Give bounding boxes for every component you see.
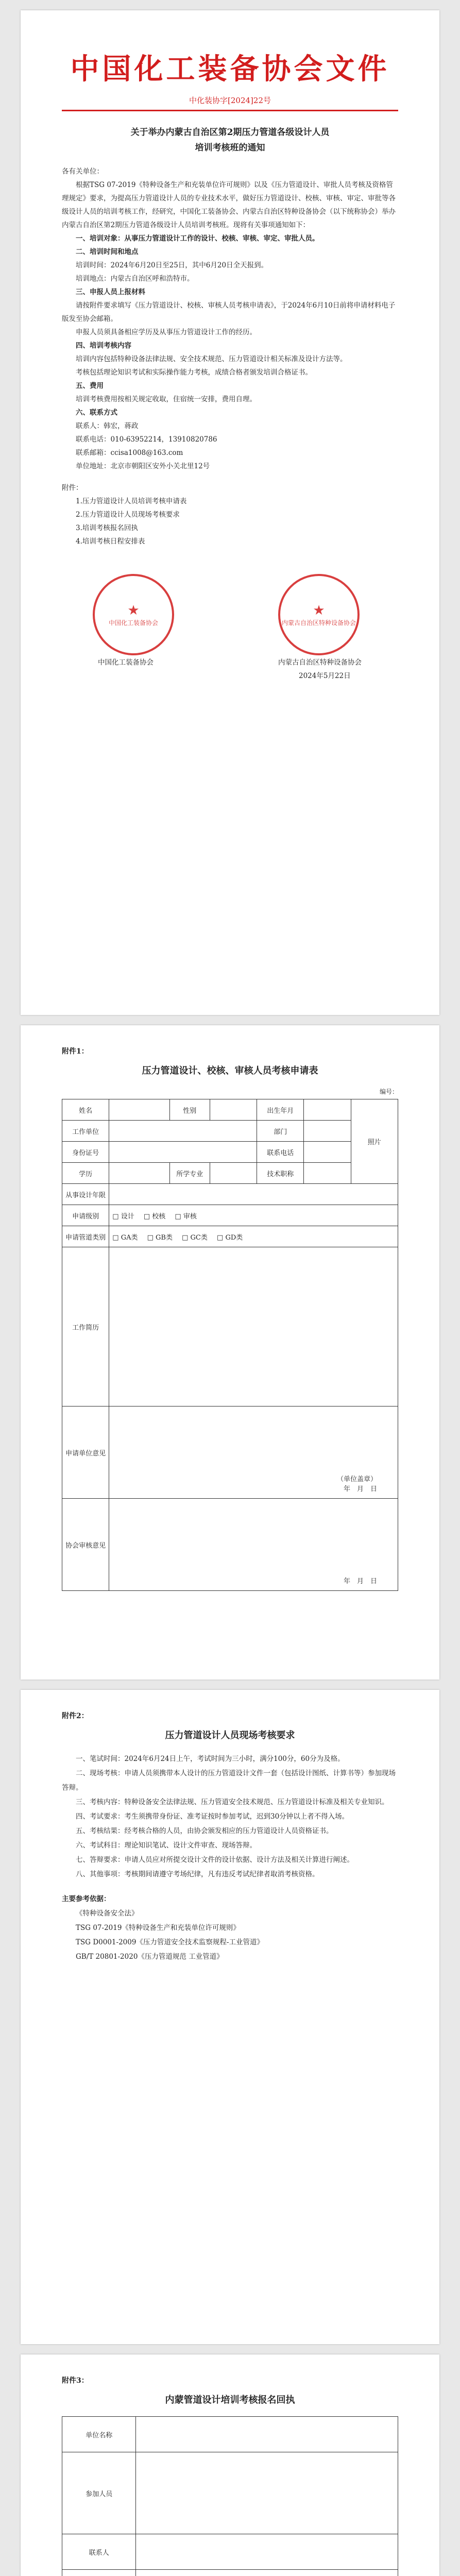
annex2-page [21,1690,439,2344]
row-label: 单位名称 [62,2417,136,2452]
attachment-item: 1.压力管道设计人员培训考核申请表 [76,497,187,505]
field-label: 工作单位 [62,1121,109,1142]
title-field[interactable] [304,1163,351,1184]
section-item: 培训地点：内蒙古自治区呼和浩特市。 [76,275,194,283]
salutation: 各有关单位： [62,167,104,176]
section-item: 请按附件要求填写《压力管道设计、校核、审核人员考核申请表》，于2024年6月10日前将申请材料电子版发至协会邮箱。 [62,301,396,323]
pipe-type-checkbox[interactable]: □ GD类 [217,1233,243,1242]
row-value[interactable] [136,2534,398,2570]
signatory-name: 内蒙古自治区特种设备协会 [278,658,362,667]
requirement-item: 六、考试科目：理论知识笔试、设计文件审查、现场答辩。 [76,1841,257,1850]
red-divider [62,110,398,111]
name-field[interactable] [109,1099,169,1121]
birth-field[interactable] [304,1099,351,1121]
section-item: 考核包括理论知识考试和实际操作能力考核，成绩合格者颁发培训合格证书。 [76,368,312,377]
dept-field[interactable] [304,1121,351,1142]
pipe-type-checkbox[interactable]: □ GA类 [112,1233,138,1242]
signature-block [62,574,398,682]
contact-line: 联系人：韩宏，蒋政 [76,422,139,430]
section-item: 培训内容包括特种设备法律法规、安全技术规范、压力管道设计相关标准及设计方法等。 [76,355,347,363]
notice-body [62,165,398,548]
pipe-type-options [109,1226,398,1247]
star-icon: ★ [313,602,325,618]
pipe-type-checkbox[interactable]: □ GB类 [147,1233,173,1242]
row-value[interactable] [136,2570,398,2576]
level-checkbox[interactable]: □ 校核 [143,1212,166,1221]
annex-label: 附件3： [62,2377,89,2385]
intro-paragraph: 根据TSG 07-2019《特种设备生产和充装单位许可规则》以及《压力管道设计、审批人员考核及资格管理规定》要求，为提高压力管道设计人员的专业技术水平，做好压力管道设计、校核、审核、审定、审批等各级设计人员的培训考核工作，经研究，中国化工装备协会、内蒙古自治区特种设备协会（以下统称协会）举办内蒙古自治区第2期压力管道各级设计人员培训考核班。现将有关事项通知如下： [62,181,396,229]
row-label: 参加人员 [62,2452,136,2534]
notice-title-line2: 培训考核班的通知 [195,143,265,153]
section-heading: 三、申报人员上报材料 [76,288,145,296]
unit-opinion-field[interactable] [109,1406,398,1499]
issue-date: 2024年5月22日 [299,672,351,680]
section-heading: 四、培训考核内容 [76,342,131,350]
field-label: 性别 [169,1099,210,1121]
major-field[interactable] [210,1163,257,1184]
annex-title: 压力管道设计人员现场考核要求 [165,1730,295,1741]
seal-stamp: ★ 中国化工装备协会 [93,574,174,655]
id-field[interactable] [109,1142,257,1163]
row-value[interactable] [136,2452,398,2534]
references-heading: 主要参考依据： [62,1895,111,1903]
intro-paragraph: 一、培训对象：从事压力管道设计工作的设计、校核、审核、审定、审批人员。 [76,234,319,243]
requirements-list [62,1752,398,1964]
field-label: 所学专业 [169,1163,210,1184]
pipe-type-checkbox[interactable]: □ GC类 [182,1233,208,1242]
registration-table [62,2416,398,2576]
phone-field[interactable] [304,1142,351,1163]
field-label: 身份证号 [62,1142,109,1163]
level-options [109,1205,398,1226]
requirement-item: 七、答辩要求：申请人员应对所提交设计文件的设计依据、设计方法及相关计算进行阐述。 [76,1856,354,1864]
reference-item: TSG D0001-2009《压力管道安全技术监察规程-工业管道》 [76,1938,264,1946]
notice-title-line1: 关于举办内蒙古自治区第2期压力管道各级设计人员 [130,127,330,138]
level-checkbox[interactable]: □ 审核 [175,1212,197,1221]
requirement-item: 四、考试要求：考生须携带身份证、准考证按时参加考试，迟到30分钟以上者不得入场。 [76,1812,349,1821]
field-label: 协会审核意见 [62,1499,109,1591]
edu-field[interactable] [109,1163,169,1184]
annex-title: 压力管道设计、校核、审核人员考核申请表 [142,1065,318,1076]
field-label: 姓名 [62,1099,109,1121]
field-label: 从事设计年限 [62,1184,109,1205]
requirement-item: 三、考核内容：特种设备安全法律法规、压力管道安全技术规范、压力管道设计标准及相关专业知识。 [76,1798,389,1806]
annex-title: 内蒙管道设计培训考核报名回执 [165,2395,295,2405]
seal-stamp: ★ 内蒙古自治区特种设备协会 [278,574,360,655]
notice-title [62,125,398,156]
document-number: 中化装协字[2024]22号 [189,96,271,105]
section-heading: 二、培训时间和地点 [76,248,139,256]
level-checkbox[interactable]: □ 设计 [112,1212,134,1221]
years-field[interactable] [109,1184,398,1205]
annex3-page [21,2354,439,2576]
star-icon: ★ [127,602,140,618]
contact-line: 联系电话：010-63952214，13910820786 [76,435,217,444]
seal-note: （单位盖章） [336,1476,377,1483]
contact-line: 单位地址：北京市朝阳区安外小关北里12号 [76,462,210,470]
annex-label: 附件2： [62,1712,89,1720]
reference-item: 《特种设备安全法》 [76,1909,139,1918]
section-heading: 五、费用 [76,382,104,390]
gender-field[interactable] [210,1099,257,1121]
photo-box: 照片 [351,1099,398,1184]
application-form-table [62,1099,398,1591]
section-item: 培训考核费用按相关规定收取，住宿统一安排，费用自理。 [76,395,257,403]
date-line: 年 月 日 [343,1485,377,1493]
form-number: 编号： [379,1088,398,1095]
requirement-item: 一、笔试时间：2024年6月24日上午，考试时间为三小时，满分100分，60分为及格。 [76,1755,345,1763]
signatory-name: 中国化工装备协会 [98,658,154,667]
resume-field[interactable] [109,1247,398,1406]
attachments-heading: 附件： [62,484,83,492]
attachment-item: 4.培训考核日程安排表 [76,537,145,546]
letterhead-title: 中国化工装备协会文件 [70,52,390,86]
contact-line: 联系邮箱：ccisa1008@163.com [76,449,183,457]
annex-label: 附件1： [62,1047,89,1056]
field-label: 申请管道类别 [62,1226,109,1247]
field-label: 联系电话 [257,1142,304,1163]
notice-page [21,10,439,1015]
section-item: 培训时间：2024年6月20日至25日，其中6月20日全天报到。 [76,261,268,269]
attachment-item: 2.压力管道设计人员现场考核要求 [76,511,180,519]
field-label: 申请单位意见 [62,1406,109,1499]
field-label: 工作简历 [62,1247,109,1406]
annex1-page [21,1025,439,1680]
attachment-item: 3.培训考核报名回执 [76,524,138,532]
reference-item: GB/T 20801-2020《压力管道规范 工业管道》 [76,1953,224,1961]
unit-field[interactable] [109,1121,257,1142]
review-opinion-field[interactable] [109,1499,398,1591]
requirement-item: 五、考核结果：经考核合格的人员，由协会颁发相应的压力管道设计人员资格证书。 [76,1827,333,1835]
field-label: 出生年月 [257,1099,304,1121]
requirement-item: 二、现场考核：申请人员须携带本人设计的压力管道设计文件一套（包括设计图纸、计算书等）参加现场答辩。 [62,1769,396,1792]
requirement-item: 八、其他事项：考核期间请遵守考场纪律，凡有违反考试纪律者取消考核资格。 [76,1870,319,1878]
row-label: 联系人 [62,2534,136,2570]
reference-item: TSG 07-2019《特种设备生产和充装单位许可规则》 [76,1924,240,1932]
row-label [62,2570,136,2576]
field-label: 学历 [62,1163,109,1184]
section-item: 申报人员须具备相应学历及从事压力管道设计工作的经历。 [76,328,257,336]
field-label: 部门 [257,1121,304,1142]
field-label: 申请级别 [62,1205,109,1226]
row-value[interactable] [136,2417,398,2452]
date-line: 年 月 日 [343,1578,377,1585]
field-label: 技术职称 [257,1163,304,1184]
section-heading: 六、联系方式 [76,409,117,417]
